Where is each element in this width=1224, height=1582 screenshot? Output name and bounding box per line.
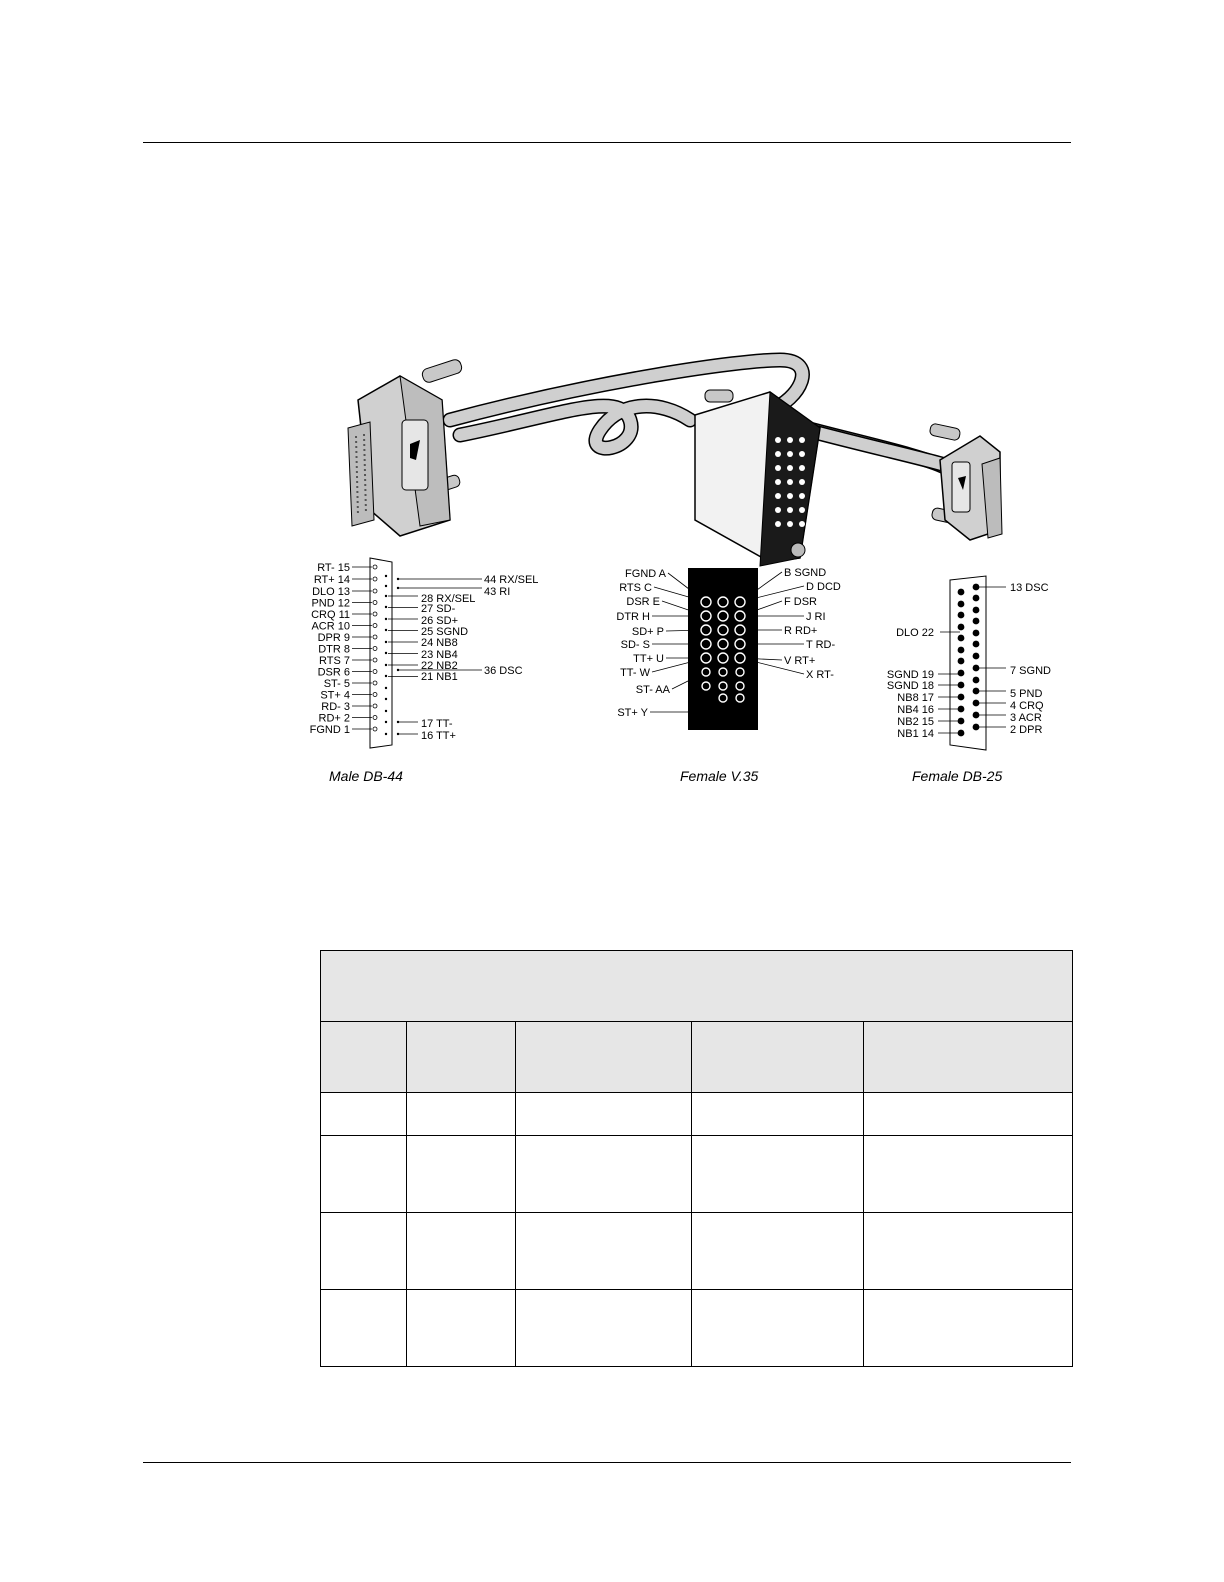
v35-pin-label: B SGND bbox=[784, 567, 827, 579]
table-cell bbox=[321, 1093, 407, 1136]
db25-pin-label: SGND 18 bbox=[886, 680, 934, 692]
table-title-cell bbox=[321, 951, 1073, 1022]
v35-pin-label: FGND A bbox=[625, 568, 666, 580]
v35-pin-label: SD- S bbox=[620, 639, 650, 651]
db44-pin-label: 26 SD+ bbox=[421, 615, 458, 627]
v35-pin-label: ST- AA bbox=[635, 684, 670, 696]
db44-pin-label: DLO 13 bbox=[312, 586, 350, 598]
table-cell bbox=[407, 1136, 516, 1213]
db44-pin-label: 36 DSC bbox=[484, 665, 523, 677]
db25-pin-label: NB4 16 bbox=[897, 704, 934, 716]
db44-pin-label: RD+ 2 bbox=[318, 712, 350, 725]
table-header-cell bbox=[516, 1022, 692, 1093]
db25-pin-label: DLO 22 bbox=[896, 627, 934, 639]
db25-pin-label: 4 CRQ bbox=[1010, 700, 1044, 712]
db25-pin-label: 7 SGND bbox=[1010, 665, 1051, 677]
db44-pin-label: 24 NB8 bbox=[421, 637, 458, 649]
db44-pin-label: RD- 3 bbox=[321, 701, 350, 713]
table-cell bbox=[692, 1093, 864, 1136]
db44-pin-label: PND 12 bbox=[311, 597, 350, 610]
table-header-row bbox=[321, 1022, 1073, 1093]
db25-pin-label: NB1 14 bbox=[897, 728, 934, 740]
v35-pin-label: TT- W bbox=[620, 667, 650, 679]
db44-pin-label: DPR 9 bbox=[317, 632, 350, 644]
table-row bbox=[321, 1093, 1073, 1136]
db25-pin-label: NB2 15 bbox=[897, 716, 934, 728]
table-row bbox=[321, 1290, 1073, 1367]
db44-pin-label: 21 NB1 bbox=[421, 671, 458, 683]
db44-pin-label: DSR 6 bbox=[317, 666, 350, 679]
db44-pin-label: 44 RX/SEL bbox=[484, 574, 539, 586]
table-header-cell bbox=[864, 1022, 1073, 1093]
table-row bbox=[321, 1136, 1073, 1213]
table-cell bbox=[692, 1213, 864, 1290]
v35-pinout bbox=[616, 567, 840, 730]
db25-pin-label: 13 DSC bbox=[1010, 582, 1049, 594]
db44-pin-label: RT- 15 bbox=[317, 562, 350, 574]
table-cell bbox=[407, 1290, 516, 1367]
v35-pin-label: ST+ Y bbox=[617, 707, 648, 719]
db44-pin-label: RTS 7 bbox=[319, 655, 350, 667]
db44-pin-label: 27 SD- bbox=[421, 603, 456, 615]
db25-pin-label: 3 ACR bbox=[1010, 712, 1042, 724]
db44-pin-label: 25 SGND bbox=[421, 626, 469, 638]
table-cell bbox=[516, 1290, 692, 1367]
db44-pin-label: ST- 5 bbox=[323, 678, 350, 690]
db44-caption: Male DB-44 bbox=[329, 768, 403, 784]
table-cell bbox=[864, 1093, 1073, 1136]
db44-pin-label: 23 NB4 bbox=[421, 649, 458, 661]
db25-pin-label: NB8 17 bbox=[897, 692, 934, 704]
table-cell bbox=[407, 1213, 516, 1290]
table-title-row bbox=[321, 951, 1073, 1022]
table-cell bbox=[321, 1136, 407, 1213]
pin-assignment-table bbox=[320, 950, 1073, 1367]
table-cell bbox=[407, 1093, 516, 1136]
db44-pin-label: DTR 8 bbox=[318, 643, 350, 656]
table-cell bbox=[516, 1136, 692, 1213]
v35-pin-label: TT+ U bbox=[633, 653, 664, 665]
db25-pin-label: 5 PND bbox=[1010, 688, 1043, 700]
cable-illustration bbox=[348, 358, 1002, 566]
v35-pin-label: D DCD bbox=[806, 581, 841, 593]
v35-pin-label: SD+ P bbox=[631, 626, 664, 638]
db44-pin-label: CRQ 11 bbox=[311, 609, 350, 621]
v35-pin-label: X RT- bbox=[806, 669, 834, 681]
db44-pin-label: 17 TT- bbox=[421, 718, 453, 730]
v35-pin-label: V RT+ bbox=[784, 655, 816, 667]
db25-connector bbox=[929, 423, 1002, 540]
v35-pin-label: DTR H bbox=[616, 611, 650, 623]
db44-pin-label: 28 RX/SEL bbox=[421, 593, 476, 605]
v35-pin-label: DSR E bbox=[626, 596, 660, 608]
db44-pin-label: ST+ 4 bbox=[320, 689, 350, 702]
db44-pin-label: ACR 10 bbox=[311, 620, 350, 633]
table-cell bbox=[692, 1136, 864, 1213]
db44-pinout bbox=[310, 558, 539, 748]
db25-pinout bbox=[887, 576, 1051, 750]
table-cell bbox=[864, 1213, 1073, 1290]
db25-pin-label: 2 DPR bbox=[1010, 724, 1043, 736]
db44-connector bbox=[348, 358, 463, 536]
table-header-cell bbox=[407, 1022, 516, 1093]
db44-shell bbox=[370, 558, 392, 748]
db44-pin-label: FGND 1 bbox=[309, 724, 350, 736]
top-rule bbox=[143, 142, 1071, 143]
cable-pinout-diagram bbox=[300, 340, 1080, 800]
v35-pin-label: J RI bbox=[806, 611, 826, 623]
table-cell bbox=[692, 1290, 864, 1367]
db25-shell bbox=[950, 576, 986, 750]
db44-pin-label: 43 RI bbox=[484, 586, 511, 598]
table-cell bbox=[321, 1213, 407, 1290]
v35-pin-label: RTS C bbox=[619, 582, 652, 594]
v35-pin-label: T RD- bbox=[806, 639, 836, 651]
v35-caption: Female V.35 bbox=[680, 768, 759, 784]
table-cell bbox=[864, 1290, 1073, 1367]
v35-pin-label: R RD+ bbox=[784, 625, 818, 637]
db44-pin-label: 16 TT+ bbox=[421, 730, 456, 742]
db25-pin-label: SGND 19 bbox=[886, 669, 934, 681]
v35-pin-label: F DSR bbox=[784, 596, 817, 608]
db44-pin-label: 22 NB2 bbox=[421, 660, 458, 672]
db44-pin-label: RT+ 14 bbox=[313, 574, 350, 586]
table-header-cell bbox=[692, 1022, 864, 1093]
table-cell bbox=[516, 1213, 692, 1290]
table-header-cell bbox=[321, 1022, 407, 1093]
table-row bbox=[321, 1213, 1073, 1290]
db25-caption: Female DB-25 bbox=[912, 768, 1003, 784]
table-cell bbox=[864, 1136, 1073, 1213]
bottom-rule bbox=[143, 1462, 1071, 1463]
table-cell bbox=[516, 1093, 692, 1136]
v35-connector bbox=[695, 390, 820, 566]
table-cell bbox=[321, 1290, 407, 1367]
